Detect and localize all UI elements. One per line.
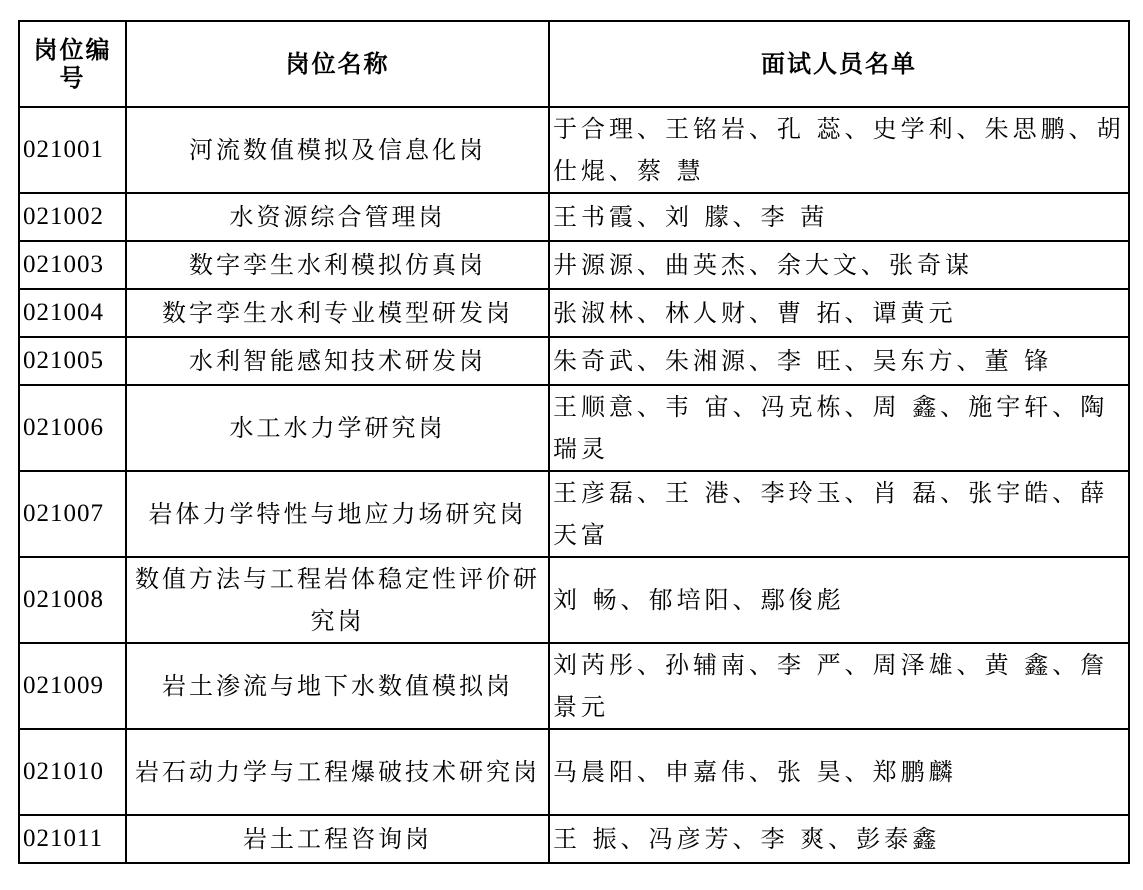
table-row xyxy=(19,107,1129,193)
interview-list-table xyxy=(18,20,1130,864)
candidate-names: 王顺意、韦 宙、冯克栋、周 鑫、施宇轩、陶瑞灵 xyxy=(549,385,1129,471)
position-name: 岩石动力学与工程爆破技术研究岗 xyxy=(126,729,549,815)
position-code: 021002 xyxy=(19,193,126,241)
table-header-row xyxy=(19,21,1129,107)
table-row xyxy=(19,815,1129,863)
position-code: 021004 xyxy=(19,289,126,337)
header-position-code: 岗位编号 xyxy=(19,21,126,107)
position-code: 021003 xyxy=(19,241,126,289)
table-row xyxy=(19,289,1129,337)
position-code: 021005 xyxy=(19,337,126,385)
position-name: 水资源综合管理岗 xyxy=(126,193,549,241)
table-row xyxy=(19,241,1129,289)
position-code: 021006 xyxy=(19,385,126,471)
candidate-names: 井源源、曲英杰、余大文、张奇谋 xyxy=(549,241,1129,289)
candidate-names: 刘芮彤、孙辅南、李 严、周泽雄、黄 鑫、詹景元 xyxy=(549,643,1129,729)
header-candidate-list: 面试人员名单 xyxy=(549,21,1129,107)
position-code: 021001 xyxy=(19,107,126,193)
table-row xyxy=(19,337,1129,385)
position-name: 数字孪生水利专业模型研发岗 xyxy=(126,289,549,337)
table-row xyxy=(19,643,1129,729)
candidate-names: 刘 畅、郁培阳、鄢俊彪 xyxy=(549,557,1129,643)
candidate-names: 于合理、王铭岩、孔 蕊、史学利、朱思鹏、胡仕焜、蔡 慧 xyxy=(549,107,1129,193)
table-row xyxy=(19,471,1129,557)
header-position-name: 岗位名称 xyxy=(126,21,549,107)
position-code: 021010 xyxy=(19,729,126,815)
position-name: 水工水力学研究岗 xyxy=(126,385,549,471)
position-code: 021007 xyxy=(19,471,126,557)
position-name: 岩体力学特性与地应力场研究岗 xyxy=(126,471,549,557)
candidate-names: 朱奇武、朱湘源、李 旺、吴东方、董 锋 xyxy=(549,337,1129,385)
table-row xyxy=(19,193,1129,241)
candidate-names: 王彦磊、王 港、李玲玉、肖 磊、张宇皓、薛天富 xyxy=(549,471,1129,557)
position-code: 021011 xyxy=(19,815,126,863)
table-row xyxy=(19,557,1129,643)
position-code: 021009 xyxy=(19,643,126,729)
candidate-names: 张淑林、林人财、曹 拓、谭黄元 xyxy=(549,289,1129,337)
table-row xyxy=(19,385,1129,471)
table-row xyxy=(19,729,1129,815)
position-code: 021008 xyxy=(19,557,126,643)
position-name: 数字孪生水利模拟仿真岗 xyxy=(126,241,549,289)
position-name: 数值方法与工程岩体稳定性评价研究岗 xyxy=(126,557,549,643)
position-name: 河流数值模拟及信息化岗 xyxy=(126,107,549,193)
position-name: 岩土工程咨询岗 xyxy=(126,815,549,863)
candidate-names: 王 振、冯彦芳、李 爽、彭泰鑫 xyxy=(549,815,1129,863)
position-name: 岩土渗流与地下水数值模拟岗 xyxy=(126,643,549,729)
candidate-names: 王书霞、刘 朦、李 茜 xyxy=(549,193,1129,241)
position-name: 水利智能感知技术研发岗 xyxy=(126,337,549,385)
candidate-names: 马晨阳、申嘉伟、张 昊、郑鹏麟 xyxy=(549,729,1129,815)
